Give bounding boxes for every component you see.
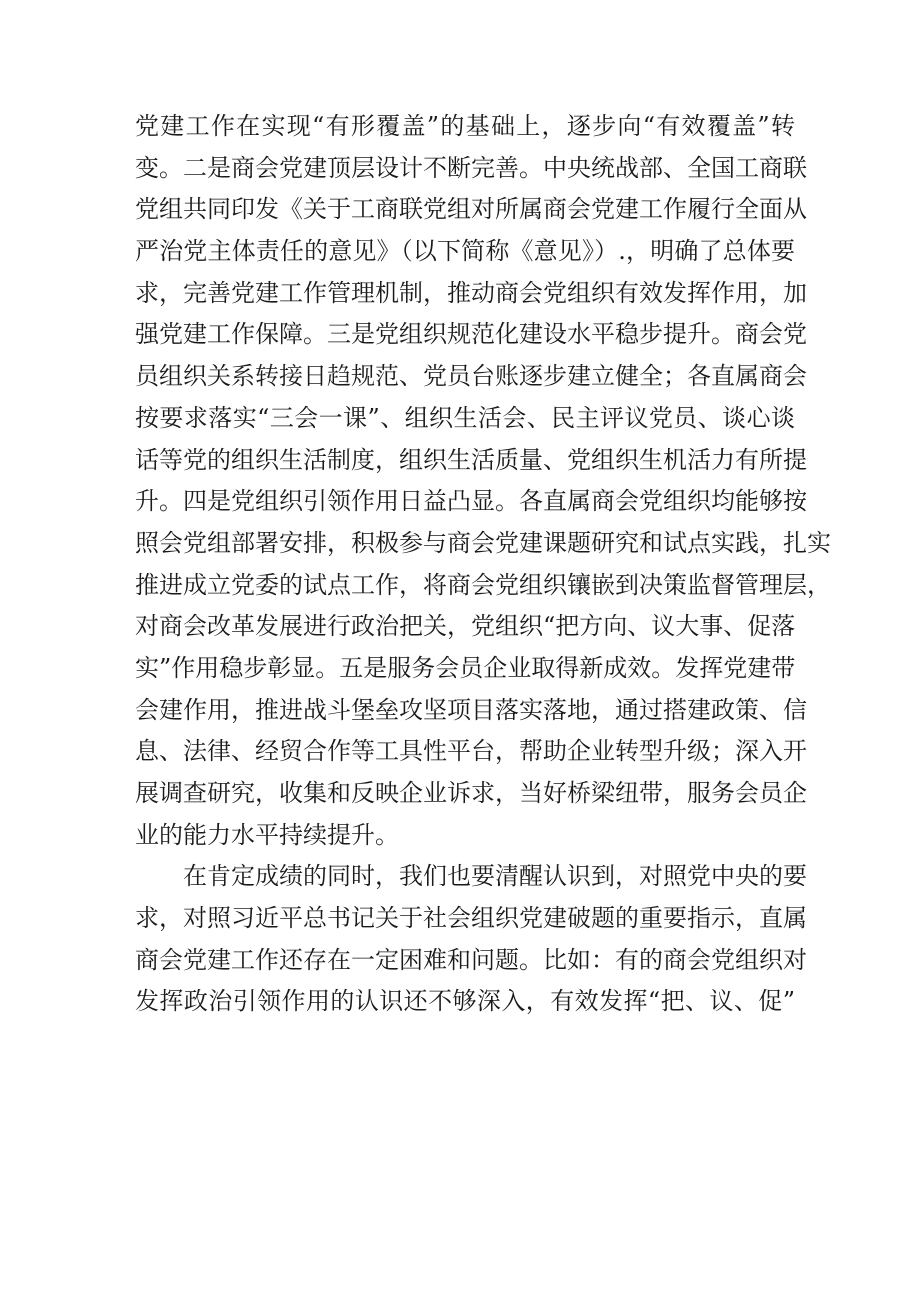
text-line: 会建作用，推进战斗堡垒攻坚项目落实落地，通过搭建政策、信 (135, 695, 807, 724)
text-line: 员组织关系转接日趋规范、党员台账逐步建立健全；各直属商会 (135, 362, 807, 391)
text-line: 求，完善党建工作管理机制，推动商会党组织有效发挥作用，加 (135, 278, 807, 307)
text-line: 息、法律、经贸合作等工具性平台，帮助企业转型升级；深入开 (135, 737, 807, 766)
text-line: 话等党的组织生活制度，组织生活质量、党组织生机活力有所提 (135, 445, 807, 474)
text-line: 业的能力水平持续提升。 (135, 820, 399, 849)
paragraph-1 (135, 106, 831, 856)
text-line: 变。二是商会党建顶层设计不断完善。中央统战部、全国工商联 (135, 153, 807, 182)
text-line: 求，对照习近平总书记关于社会组织党建破题的重要指示，直属 (135, 904, 807, 933)
paragraph-2 (135, 856, 807, 1023)
text-line: 强党建工作保障。三是党组织规范化建设水平稳步提升。商会党 (135, 320, 807, 349)
text-line: 对商会改革发展进行政治把关，党组织“把方向、议大事、促落 (135, 612, 796, 641)
document-body (135, 106, 831, 1023)
text-line: 升。四是党组织引领作用日益凸显。各直属商会党组织均能够按 (135, 487, 807, 516)
text-line: 推进成立党委的试点工作，将商会党组织镶嵌到决策监督管理层， (135, 570, 831, 599)
text-line: 商会党建工作还存在一定困难和问题。比如：有的商会党组织对 (135, 945, 807, 974)
text-line: 发挥政治引领作用的认识还不够深入，有效发挥“把、议、促” (135, 987, 795, 1016)
text-line: 党建工作在实现“有形覆盖”的基础上，逐步向“有效覆盖”转 (135, 112, 795, 140)
text-line: 照会党组部署安排，积极参与商会党建课题研究和试点实践，扎实 (135, 528, 831, 557)
text-line: 按要求落实“三会一课”、组织生活会、民主评议党员、谈心谈 (135, 403, 795, 432)
text-line: 展调查研究，收集和反映企业诉求，当好桥梁纽带，服务会员企 (135, 779, 807, 807)
text-line: 严治党主体责任的意见》（以下简称《意见》）.，明确了总体要 (135, 237, 795, 266)
text-line: 党组共同印发《关于工商联党组对所属商会党建工作履行全面从 (135, 195, 807, 224)
text-line: 在肯定成绩的同时，我们也要清醒认识到，对照党中央的要 (183, 862, 807, 891)
text-line: 实”作用稳步彰显。五是服务会员企业取得新成效。发挥党建带 (135, 653, 796, 682)
